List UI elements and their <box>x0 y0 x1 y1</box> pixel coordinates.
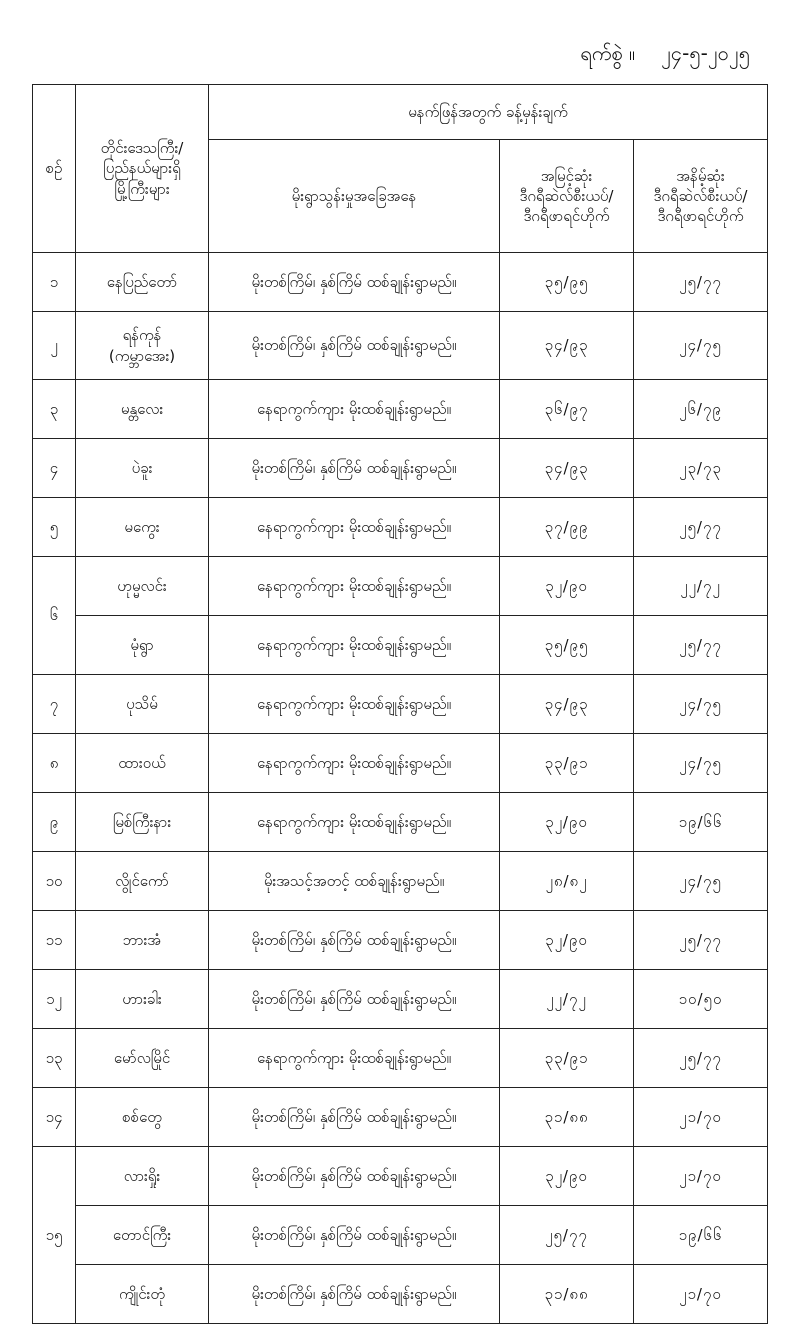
min-temp: ၂၄/၇၅ <box>634 852 768 911</box>
rain-condition: နေရာကွက်ကျား မိုးထစ်ချုန်းရွာမည်။ <box>209 557 500 616</box>
city-name: လွိုင်ကော် <box>76 852 209 911</box>
min-temp: ၂၂/၇၂ <box>634 557 768 616</box>
table-row <box>33 1147 768 1206</box>
rain-condition: မိုးတစ်ကြိမ်၊ နှစ်ကြိမ် ထစ်ချုန်းရွာမည်။ <box>209 911 500 970</box>
rain-condition: မိုးတစ်ကြိမ်၊ နှစ်ကြိမ် ထစ်ချုန်းရွာမည်။ <box>209 1088 500 1147</box>
city-name: မကွေး <box>76 498 209 557</box>
table-row <box>33 253 768 312</box>
report-date <box>580 40 750 70</box>
rain-condition: မိုးတစ်ကြိမ်၊ နှစ်ကြိမ် ထစ်ချုန်းရွာမည်။ <box>209 1265 500 1324</box>
table-row <box>33 557 768 616</box>
rain-condition: မိုးတစ်ကြိမ်၊ နှစ်ကြိမ် ထစ်ချုန်းရွာမည်။ <box>209 1206 500 1265</box>
table-row <box>33 312 768 380</box>
table-row <box>33 1088 768 1147</box>
table-row <box>33 911 768 970</box>
row-number: ၁ <box>33 253 76 312</box>
max-temp: ၃၇/၉၉ <box>500 498 634 557</box>
city-name: ဟားခါး <box>76 970 209 1029</box>
min-temp: ၂၄/၇၅ <box>634 734 768 793</box>
city-name: မော်လမြိုင် <box>76 1029 209 1088</box>
max-temp: ၃၂/၉၀ <box>500 911 634 970</box>
row-number: ၃ <box>33 380 76 439</box>
col-header-condition: မိုးရွာသွန်းမှုအခြေအနေ <box>209 140 500 253</box>
table-row <box>33 439 768 498</box>
row-number: ၁၁ <box>33 911 76 970</box>
max-temp: ၃၃/၉၁ <box>500 734 634 793</box>
city-name: နေပြည်တော် <box>76 253 209 312</box>
max-temp: ၂၂/၇၂ <box>500 970 634 1029</box>
col-header-no: စဉ် <box>33 85 76 253</box>
min-temp: ၁၉/၆၆ <box>634 1206 768 1265</box>
rain-condition: မိုးအသင့်အတင့် ထစ်ချုန်းရွာမည်။ <box>209 852 500 911</box>
rain-condition: မိုးတစ်ကြိမ်၊ နှစ်ကြိမ် ထစ်ချုန်းရွာမည်။ <box>209 312 500 380</box>
table-row <box>33 616 768 675</box>
city-name: ပုသိမ် <box>76 675 209 734</box>
rain-condition: နေရာကွက်ကျား မိုးထစ်ချုန်းရွာမည်။ <box>209 734 500 793</box>
weather-forecast-table <box>32 84 768 1324</box>
city-name: ဘားအံ <box>76 911 209 970</box>
rain-condition: နေရာကွက်ကျား မိုးထစ်ချုန်းရွာမည်။ <box>209 675 500 734</box>
table-row <box>33 1029 768 1088</box>
min-temp: ၂၆/၇၉ <box>634 380 768 439</box>
row-number: ၁၀ <box>33 852 76 911</box>
col-header-forecast-group: မနက်ဖြန်အတွက် ခန့်မှန်းချက် <box>209 85 768 140</box>
min-temp: ၂၅/၇၇ <box>634 1029 768 1088</box>
city-name: မန္တလေး <box>76 380 209 439</box>
max-temp: ၃၂/၉၀ <box>500 1147 634 1206</box>
rain-condition: နေရာကွက်ကျား မိုးထစ်ချုန်းရွာမည်။ <box>209 1029 500 1088</box>
row-number: ၁၅ <box>33 1147 76 1324</box>
max-temp: ၃၂/၉၀ <box>500 557 634 616</box>
city-name: မြစ်ကြီးနား <box>76 793 209 852</box>
table-row <box>33 734 768 793</box>
rain-condition: နေရာကွက်ကျား မိုးထစ်ချုန်းရွာမည်။ <box>209 793 500 852</box>
table-row <box>33 675 768 734</box>
row-number: ၅ <box>33 498 76 557</box>
max-temp: ၃၆/၉၇ <box>500 380 634 439</box>
min-temp: ၂၃/၇၃ <box>634 439 768 498</box>
row-number: ၉ <box>33 793 76 852</box>
rain-condition: မိုးတစ်ကြိမ်၊ နှစ်ကြိမ် ထစ်ချုန်းရွာမည်။ <box>209 439 500 498</box>
city-name: ပဲခူး <box>76 439 209 498</box>
max-temp: ၂၅/၇၇ <box>500 1206 634 1265</box>
min-temp: ၂၅/၇၇ <box>634 911 768 970</box>
city-name: ထားဝယ် <box>76 734 209 793</box>
col-header-city: တိုင်းဒေသကြီး/ ပြည်နယ်များရှိ မြို့ကြီးများ <box>76 85 209 253</box>
max-temp: ၂၈/၈၂ <box>500 852 634 911</box>
max-temp: ၃၁/၈၈ <box>500 1265 634 1324</box>
row-number: ၁၄ <box>33 1088 76 1147</box>
max-temp: ၃၄/၉၃ <box>500 675 634 734</box>
table-row <box>33 1206 768 1265</box>
city-name: ရန်ကုန် (ကမ္ဘာအေး) <box>76 312 209 380</box>
rain-condition: မိုးတစ်ကြိမ်၊ နှစ်ကြိမ် ထစ်ချုန်းရွာမည်။ <box>209 1147 500 1206</box>
row-number: ၈ <box>33 734 76 793</box>
rain-condition: နေရာကွက်ကျား မိုးထစ်ချုန်းရွာမည်။ <box>209 380 500 439</box>
min-temp: ၂၁/၇၀ <box>634 1088 768 1147</box>
max-temp: ၃၅/၉၅ <box>500 253 634 312</box>
rain-condition: နေရာကွက်ကျား မိုးထစ်ချုန်းရွာမည်။ <box>209 616 500 675</box>
city-name: လားရှိုး <box>76 1147 209 1206</box>
max-temp: ၃၄/၉၃ <box>500 312 634 380</box>
table-row <box>33 380 768 439</box>
max-temp: ၃၄/၉၃ <box>500 439 634 498</box>
row-number: ၁၃ <box>33 1029 76 1088</box>
min-temp: ၁၉/၆၆ <box>634 793 768 852</box>
min-temp: ၂၅/၇၇ <box>634 253 768 312</box>
table-row <box>33 793 768 852</box>
min-temp: ၂၅/၇၇ <box>634 616 768 675</box>
min-temp: ၂၅/၇၇ <box>634 498 768 557</box>
min-temp: ၂၁/၇၀ <box>634 1265 768 1324</box>
date-value: ၂၄-၅-၂၀၂၅ <box>661 41 750 65</box>
max-temp: ၃၂/၉၀ <box>500 793 634 852</box>
min-temp: ၂၄/၇၅ <box>634 312 768 380</box>
rain-condition: မိုးတစ်ကြိမ်၊ နှစ်ကြိမ် ထစ်ချုန်းရွာမည်။ <box>209 253 500 312</box>
row-number: ၆ <box>33 557 76 675</box>
city-name: မုံရွာ <box>76 616 209 675</box>
row-number: ၂ <box>33 312 76 380</box>
city-name: ဟုမ္မလင်း <box>76 557 209 616</box>
city-name: တောင်ကြီး <box>76 1206 209 1265</box>
max-temp: ၃၅/၉၅ <box>500 616 634 675</box>
max-temp: ၃၃/၉၁ <box>500 1029 634 1088</box>
date-label: ရက်စွဲ ။ <box>580 41 636 65</box>
row-number: ၁၂ <box>33 970 76 1029</box>
city-name: စစ်တွေ <box>76 1088 209 1147</box>
rain-condition: နေရာကွက်ကျား မိုးထစ်ချုန်းရွာမည်။ <box>209 498 500 557</box>
table-row <box>33 852 768 911</box>
max-temp: ၃၁/၈၈ <box>500 1088 634 1147</box>
city-name: ကျိုင်းတုံ <box>76 1265 209 1324</box>
table-row <box>33 970 768 1029</box>
min-temp: ၂၄/၇၅ <box>634 675 768 734</box>
table-row <box>33 498 768 557</box>
row-number: ၄ <box>33 439 76 498</box>
min-temp: ၂၁/၇၀ <box>634 1147 768 1206</box>
rain-condition: မိုးတစ်ကြိမ်၊ နှစ်ကြိမ် ထစ်ချုန်းရွာမည်။ <box>209 970 500 1029</box>
col-header-min-temp: အနိမ့်ဆုံး ဒီဂရီဆဲလ်စီးယပ်/ ဒီဂရီဖာရင်ဟိုက် <box>634 140 768 253</box>
row-number: ၇ <box>33 675 76 734</box>
col-header-max-temp: အမြင့်ဆုံး ဒီဂရီဆဲလ်စီးယပ်/ ဒီဂရီဖာရင်ဟိုက် <box>500 140 634 253</box>
min-temp: ၁၀/၅၀ <box>634 970 768 1029</box>
table-row <box>33 1265 768 1324</box>
